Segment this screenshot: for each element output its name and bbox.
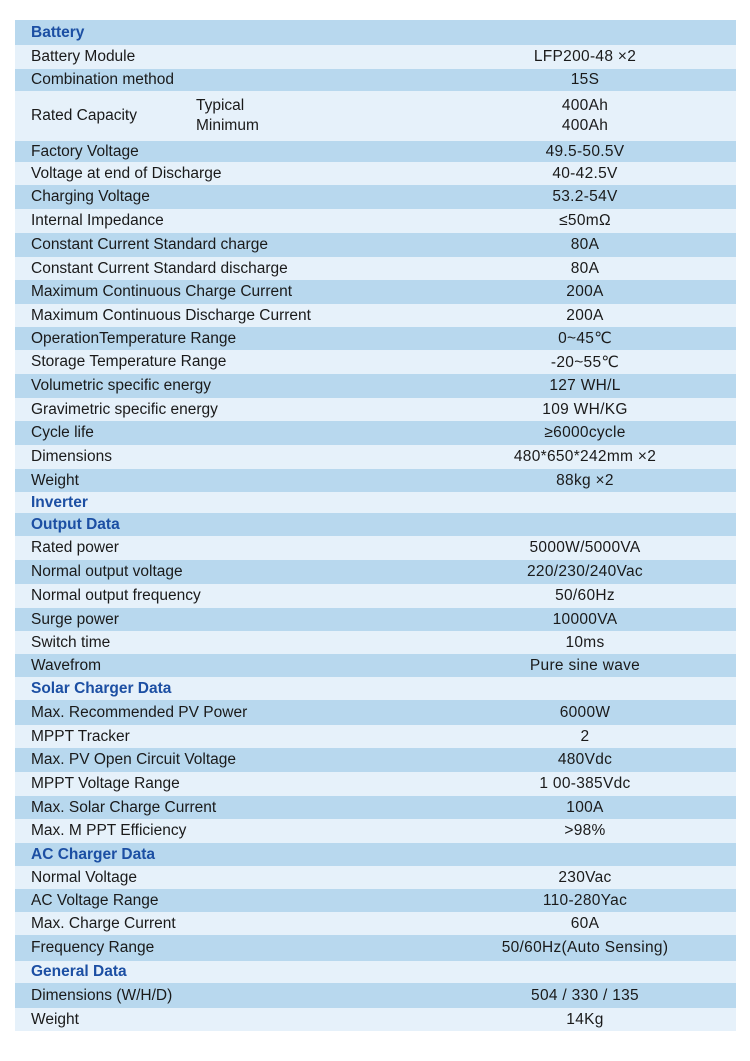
spec-value: 40-42.5V xyxy=(552,164,618,182)
spec-value: LFP200-48 ×2 xyxy=(533,48,637,65)
spec-label: Rated power xyxy=(31,539,119,556)
spec-label: Max. PV Open Circuit Voltage xyxy=(31,751,237,768)
spec-value: 15S xyxy=(570,71,600,88)
spec-label: Combination method xyxy=(31,71,175,88)
spec-value: 480Vdc xyxy=(557,751,613,768)
spec-value: 109 WH/KG xyxy=(542,400,628,418)
typical-label: Typical xyxy=(196,97,245,114)
spec-row xyxy=(15,185,736,209)
spec-label: MPPT Tracker xyxy=(31,727,130,745)
spec-label: Charging Voltage xyxy=(31,188,150,205)
rated-capacity-label: Rated Capacity xyxy=(31,107,137,124)
spec-row xyxy=(15,45,736,69)
spec-label: Maximum Continuous Discharge Current xyxy=(31,306,311,324)
spec-row xyxy=(15,209,736,233)
spec-value: 5000W/5000VA xyxy=(529,539,641,556)
spec-value: 110-280Yac xyxy=(542,891,628,909)
spec-value: 60A xyxy=(570,914,600,932)
section-title: Battery xyxy=(31,23,85,41)
spec-value: 230Vac xyxy=(558,868,612,886)
spec-label: Weight xyxy=(31,471,79,489)
spec-value: 220/230/240Vac xyxy=(527,563,643,580)
spec-label: Factory Voltage xyxy=(31,142,139,160)
output-data-title xyxy=(15,513,736,536)
minimum-label: Minimum xyxy=(196,117,259,134)
spec-value: 1 00-385Vdc xyxy=(539,775,631,792)
spec-value: 50/60Hz xyxy=(555,587,615,604)
spec-row xyxy=(15,560,736,584)
spec-row xyxy=(15,536,736,560)
spec-label: OperationTemperature Range xyxy=(31,329,237,347)
rated-capacity-values xyxy=(435,96,735,136)
spec-label: Constant Current Standard charge xyxy=(31,236,268,253)
spec-row xyxy=(15,69,736,91)
spec-sheet xyxy=(15,20,736,1031)
spec-row xyxy=(15,233,736,257)
spec-value: 50/60Hz(Auto Sensing) xyxy=(501,939,669,956)
spec-value: 200A xyxy=(566,283,604,300)
spec-row xyxy=(15,398,736,421)
spec-row-rated-capacity xyxy=(15,91,736,141)
spec-value: 14Kg xyxy=(566,1010,604,1028)
spec-label: Weight xyxy=(31,1010,79,1028)
spec-row xyxy=(15,445,736,469)
spec-label: Maximum Continuous Charge Current xyxy=(31,283,293,300)
minimum-value: 400Ah xyxy=(561,117,609,134)
spec-value: 200A xyxy=(566,306,604,324)
spec-row xyxy=(15,983,736,1008)
spec-row xyxy=(15,304,736,327)
spec-row xyxy=(15,631,736,654)
spec-value: 49.5-50.5V xyxy=(545,142,625,160)
spec-label: Surge power xyxy=(31,610,119,628)
spec-row xyxy=(15,725,736,748)
spec-value: 127 WH/L xyxy=(549,377,621,394)
spec-label: AC Voltage Range xyxy=(31,891,159,909)
spec-value: 88kg ×2 xyxy=(556,471,614,489)
spec-label: Battery Module xyxy=(31,48,136,65)
spec-label: MPPT Voltage Range xyxy=(31,775,180,792)
spec-row xyxy=(15,700,736,725)
spec-label: Volumetric specific energy xyxy=(31,377,212,394)
spec-row xyxy=(15,1008,736,1031)
spec-row xyxy=(15,350,736,374)
spec-value: 80A xyxy=(570,236,600,253)
section-title: Inverter xyxy=(31,493,88,511)
spec-label: Constant Current Standard discharge xyxy=(31,259,288,277)
spec-row xyxy=(15,748,736,772)
spec-value: -20~55℃ xyxy=(550,353,620,371)
spec-value: 10ms xyxy=(565,633,605,651)
spec-row xyxy=(15,374,736,398)
ac-charger-data-title xyxy=(15,843,736,866)
spec-row xyxy=(15,819,736,843)
spec-value: 2 xyxy=(580,727,590,745)
spec-row xyxy=(15,162,736,185)
spec-value: 10000VA xyxy=(552,610,618,628)
spec-value: 0~45℃ xyxy=(558,330,612,347)
spec-label: Normal output voltage xyxy=(31,563,183,580)
battery-section-title xyxy=(15,20,736,45)
spec-row xyxy=(15,889,736,912)
spec-row xyxy=(15,469,736,492)
spec-label: Switch time xyxy=(31,633,111,651)
general-data-title xyxy=(15,961,736,983)
spec-label: Dimensions (W/H/D) xyxy=(31,986,173,1004)
spec-label: Max. Charge Current xyxy=(31,914,176,932)
spec-row xyxy=(15,935,736,961)
spec-value: ≤50mΩ xyxy=(559,212,611,229)
section-title: Output Data xyxy=(31,515,120,533)
spec-value: >98% xyxy=(564,822,606,839)
spec-label: Normal Voltage xyxy=(31,868,137,886)
spec-label: Max. M PPT Efficiency xyxy=(31,822,187,839)
spec-row xyxy=(15,912,736,935)
spec-label: Storage Temperature Range xyxy=(31,353,227,370)
spec-row xyxy=(15,866,736,889)
rated-capacity-sub-labels xyxy=(196,96,259,136)
spec-row xyxy=(15,280,736,304)
spec-value: 53.2-54V xyxy=(552,188,618,205)
section-title: Solar Charger Data xyxy=(31,679,172,697)
spec-label: Normal output frequency xyxy=(31,587,201,604)
spec-label: Wavefrom xyxy=(31,656,102,674)
section-title: General Data xyxy=(31,963,127,980)
spec-row xyxy=(15,257,736,280)
section-title: AC Charger Data xyxy=(31,845,156,863)
spec-row xyxy=(15,796,736,819)
spec-label: Gravimetric specific energy xyxy=(31,400,218,418)
spec-value: ≥6000cycle xyxy=(544,424,626,441)
spec-row xyxy=(15,584,736,608)
spec-value: 100A xyxy=(566,798,604,816)
spec-row xyxy=(15,327,736,350)
spec-row xyxy=(15,654,736,677)
inverter-section-title xyxy=(15,492,736,513)
spec-label: Internal Impedance xyxy=(31,212,164,229)
solar-charger-data-title xyxy=(15,677,736,700)
spec-row xyxy=(15,772,736,796)
spec-value: 504 / 330 / 135 xyxy=(531,986,639,1004)
spec-row xyxy=(15,141,736,162)
spec-label: Max. Solar Charge Current xyxy=(31,798,217,816)
typical-value: 400Ah xyxy=(561,97,609,114)
spec-value: Pure sine wave xyxy=(529,656,641,674)
spec-label: Dimensions xyxy=(31,448,112,465)
spec-label: Voltage at end of Discharge xyxy=(31,164,222,182)
spec-value: 6000W xyxy=(559,703,611,721)
spec-row xyxy=(15,608,736,631)
spec-value: 480*650*242mm ×2 xyxy=(513,448,657,465)
spec-label: Frequency Range xyxy=(31,939,155,956)
spec-value: 80A xyxy=(570,259,600,277)
spec-row xyxy=(15,421,736,445)
spec-label: Cycle life xyxy=(31,424,94,441)
spec-label: Max. Recommended PV Power xyxy=(31,703,248,721)
